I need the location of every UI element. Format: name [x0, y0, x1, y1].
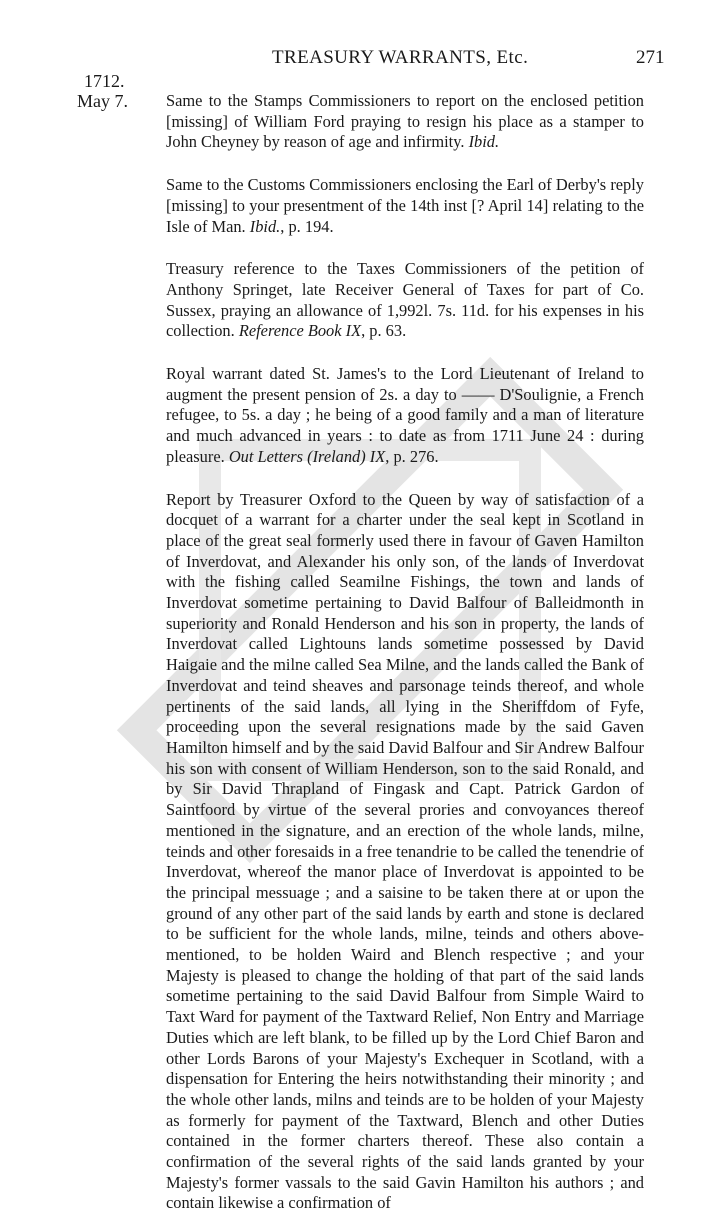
entry-2-ref: Ibid.: [249, 216, 281, 236]
entry-3-text: Treasury reference to the Taxes Commissioners of the petition of Anthony Springet, late Receiver General of Taxes for part of Co. Sussex, praying an allowance of 1,992l. 7s. 11d. for his expenses in his collection.: [166, 259, 644, 341]
entry-3-ref-tail: , p. 63.: [361, 321, 407, 341]
entry-4: [166, 364, 644, 468]
document-body: [166, 91, 644, 1214]
entry-2-text: Same to the Customs Commissioners enclosing the Earl of Derby's reply [missing] to your presentment of the 14th inst [? April 14] relating to the Isle of Man.: [166, 175, 644, 236]
margin-year: 1712.: [84, 71, 125, 91]
entry-4-text: Royal warrant dated St. James's to the Lord Lieutenant of Ireland to augment the present pension of 2s. a day to —— D'Soulignie, a French refugee, to 5s. a day ; he being of a good family and a man of literature and much advanced in years : to date as from 1711 June 24 : during pleasure.: [166, 364, 644, 466]
entry-1: [166, 91, 644, 153]
entry-2-ref-tail: , p. 194.: [280, 216, 334, 236]
entry-1-ref: Ibid.: [468, 132, 500, 152]
entry-3-ref: Reference Book IX: [238, 321, 362, 341]
entry-2: [166, 175, 644, 237]
entry-4-ref: Out Letters (Ireland) IX: [228, 446, 386, 466]
entry-5-text: Report by Treasurer Oxford to the Queen by way of satisfaction of a docquet of a warrant for a charter under the seal kept in Scotland in place of the great seal formerly used there in favour of Gaven Hamilton of Inverdovat, and Alexander his only son, of the lands of Inverdovat with the fishing called Seamilne Fishings, the town and lands of Inverdovat sometime pertaining to David Balfour of Balleidmonth in superiority and Ronald Henderson and his son in property, the lands of Inverdovat called Lightouns lands sometime possessed by David Haigaie and the milne called Sea Milne, and the lands called the Bank of Inverdovat and teind sheaves and parsonage teinds thereof, and whole pertinents of the said lands, all lying in the Sheriffdom of Fyfe, proceeding upon the several resignations made by the said Gaven Hamilton himself and by the said David Balfour and Sir Andrew Balfour his son with consent of William Henderson, son to the said Ronald, and by Sir David Thrapland of Fingask and Capt. Patrick Gardon of Saintfoord by virtue of the several prories and convoyances thereof mentioned in the signature, and an erection of the whole lands, milne, teinds and other foresaids in a free tenandrie to be called the tenendrie of Inverdovat, whereof the manor place of Inverdovat is appointed to be the principal messuage ; and a saisine to be taken there at or upon the ground of any other part of the said lands by earth and stone is declared to be sufficient for the whole lands, milne, teinds and others above-mentioned, to be holden Waird and Blench respective ; and your Majesty is pleased to change the holding of that part of the said lands sometime pertaining to the said David Balfour from Simple Waird to Taxt Ward for payment of the Taxtward Relief, Non Entry and Marriage Duties which are left blank, to be filled up by the Lord Chief Baron and other Lords Barons of your Majesty's Exchequer in Scotland, with a dispensation for Entering the heirs notwithstanding their minority ; and the whole other lands, milns and teinds are to be holden of your Majesty as formerly for payment of the Taxtward, Blench and other Duties contained in the former charters thereof. These also contain a confirmation of the several rights of the said lands granted by your Majesty's former vassals to the said Gavin Hamilton his authors ; and contain likewise a confirmation of: [166, 489, 644, 1213]
entry-5: [166, 490, 644, 1214]
entry-1-text: Same to the Stamps Commissioners to report on the enclosed petition [missing] of William Ford praying to resign his place as a stamper to John Cheyney by reason of age and infirmity.: [166, 91, 644, 152]
page-number: 271: [636, 47, 665, 68]
entry-4-ref-tail: , p. 276.: [385, 446, 439, 466]
margin-date: May 7.: [77, 91, 128, 111]
running-title: TREASURY WARRANTS, Etc.: [272, 47, 529, 68]
entry-3: [166, 259, 644, 342]
